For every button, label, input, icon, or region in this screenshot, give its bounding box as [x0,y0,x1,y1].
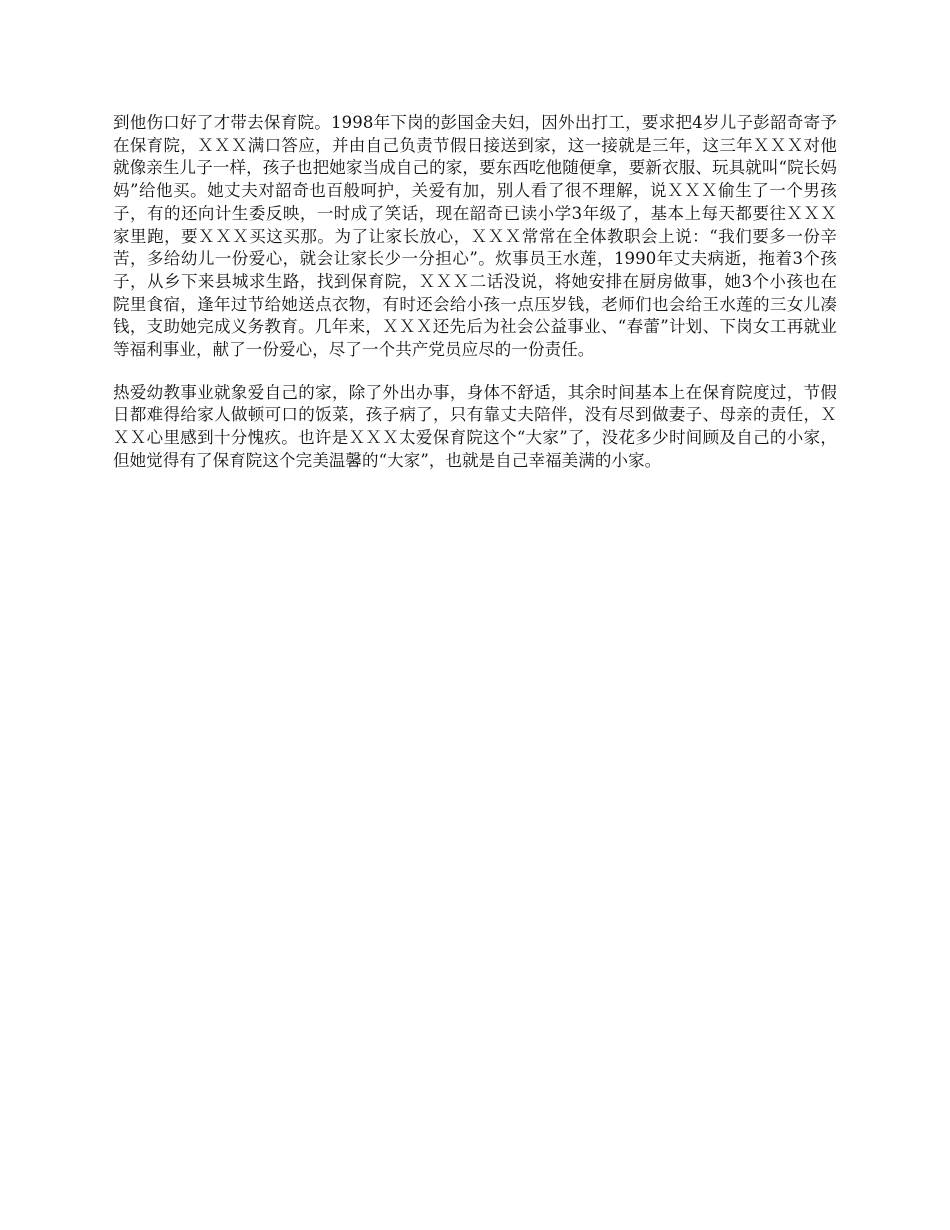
paragraph-2: 热爱幼教事业就象爱自己的家，除了外出办事，身体不舒适，其余时间基本上在保育院度过，节假日都难得给家人做顿可口的饭菜，孩子病了，只有靠丈夫陪伴，没有尽到做妻子、母亲的责任，ＸＸＸ心里感到十分愧疚。也许是ＸＸＸ太爱保育院这个“大家”了，没花多少时间顾及自己的小家，但她觉得有了保育院这个完美温馨的“大家”，也就是自己幸福美满的小家。 [113,382,837,470]
paragraph-1: 到他伤口好了才带去保育院。1998年下岗的彭国金夫妇，因外出打工，要求把4岁儿子彭韶奇寄予在保育院，ＸＸＸ满口答应，并由自己负责节假日接送到家，这一接就是三年，这三年ＸＸＸ对他就像亲生儿子一样，孩子也把她家当成自己的家，要东西吃他随便拿，要新衣服、玩具就叫“院长妈妈”给他买。她丈夫对韶奇也百般呵护，关爱有加，别人看了很不理解，说ＸＸＸ偷生了一个男孩子，有的还向计生委反映，一时成了笑话，现在韶奇已读小学3年级了，基本上每天都要往ＸＸＸ家里跑，要ＸＸＸ买这买那。为了让家长放心，ＸＸＸ常常在全体教职会上说：“我们要多一份辛苦，多给幼儿一份爱心，就会让家长少一分担心”。炊事员王水莲，1990年丈夫病逝，拖着3个孩子，从乡下来县城求生路，找到保育院，ＸＸＸ二话没说，将她安排在厨房做事，她3个小孩也在院里食宿，逢年过节给她送点衣物，有时还会给小孩一点压岁钱，老师们也会给王水莲的三女儿凑钱，支助她完成义务教育。几年来，ＸＸＸ还先后为社会公益事业、“春蕾”计划、下岗女工再就业等福利事业，献了一份爱心，尽了一个共产党员应尽的一份责任。 [113,113,837,360]
document-body [113,112,837,493]
